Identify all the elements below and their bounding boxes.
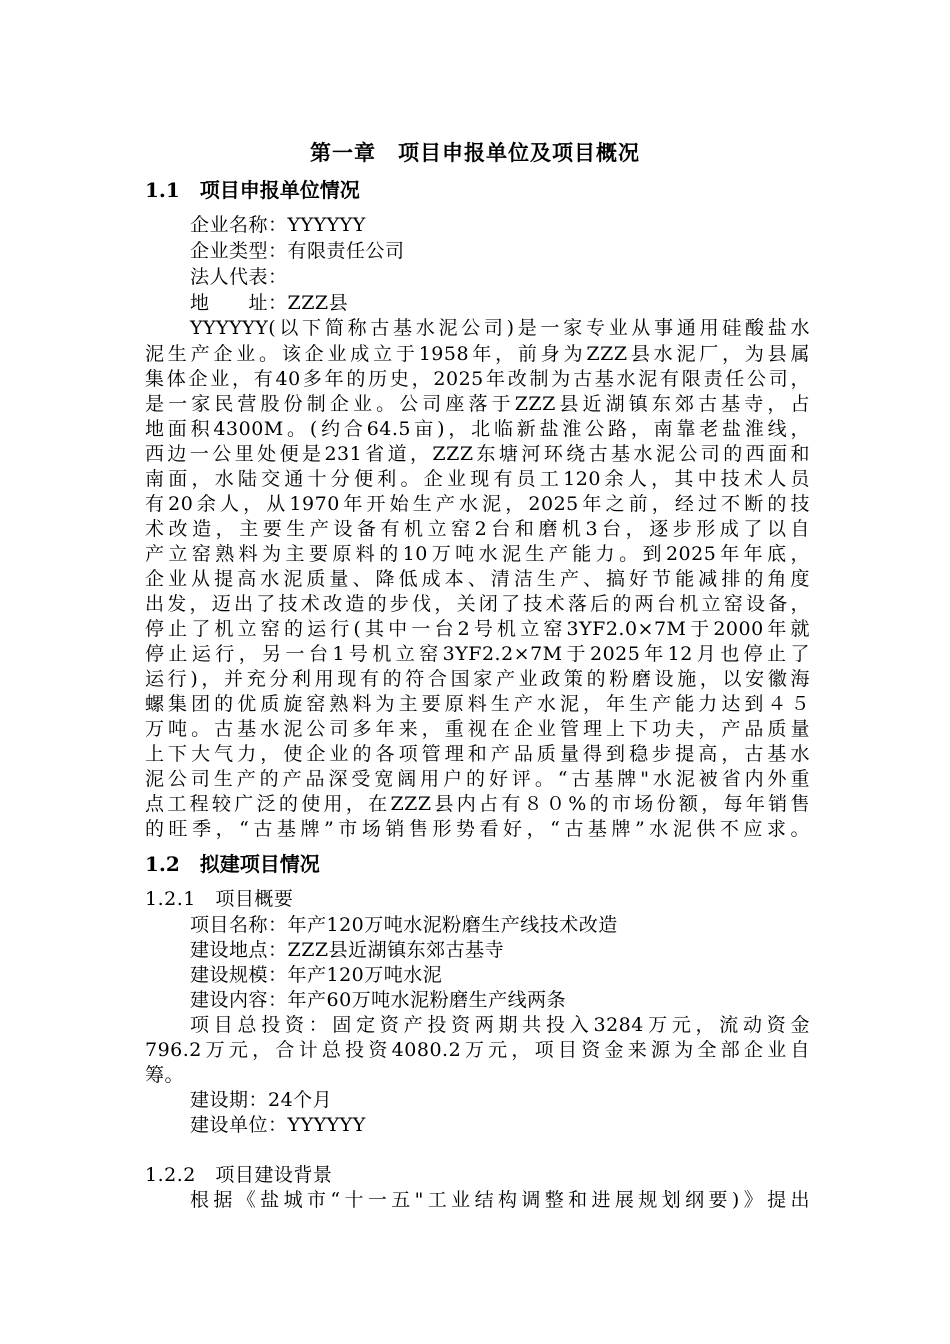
field-project-scale: 建设规模：年产120万吨水泥	[190, 964, 443, 986]
field-company-type: 企业类型：有限责任公司	[190, 240, 405, 262]
paragraph-line: 术改造，主要生产设备有机立窑2台和磨机3台，逐步形成了以自	[145, 518, 810, 540]
field-legal-rep: 法人代表：	[190, 266, 288, 288]
subsection-heading-1-2-2: 1.2.2 项目建设背景	[145, 1164, 333, 1186]
chapter-title: 第一章 项目申报单位及项目概况	[310, 140, 640, 165]
paragraph-line: 出发，迈出了技术改造的步伐，关闭了技术落后的两台机立窑设备，	[145, 593, 810, 615]
background-line: 根据《盐城市“十一五"工业结构调整和进展规划纲要)》提出	[190, 1189, 810, 1211]
investment-line: 项目总投资：固定资产投资两期共投入3284万元，流动资金	[190, 1014, 810, 1036]
paragraph-line: 泥生产企业。该企业成立于1958年，前身为ZZZ县水泥厂，为县属	[145, 343, 810, 365]
field-project-content: 建设内容：年产60万吨水泥粉磨生产线两条	[190, 989, 567, 1011]
paragraph-line: 停止了机立窑的运行(其中一台2号机立窑3YF2.0×7M于2000年就	[145, 618, 810, 640]
field-project-location: 建设地点：ZZZ县近湖镇东郊古基寺	[190, 939, 505, 961]
section-heading-1-2: 1.2 拟建项目情况	[145, 852, 320, 876]
paragraph-line: 泥公司生产的产品深受宽阔用户的好评。“古基牌"水泥被省内外重	[145, 768, 810, 790]
field-company-name: 企业名称：YYYYYY	[190, 214, 366, 236]
paragraph-line: 南面，水陆交通十分便利。企业现有员工120余人，其中技术人员	[145, 468, 810, 490]
subsection-heading-1-2-1: 1.2.1 项目概要	[145, 888, 294, 910]
paragraph-line: 是一家民营股份制企业。公司座落于ZZZ县近湖镇东郊古基寺，占	[145, 393, 810, 415]
section-heading-1-1: 1.1 项目申报单位情况	[145, 178, 360, 202]
paragraph-line: 点工程较广泛的使用，在ZZZ县内占有８０%的市场份额，每年销售	[145, 793, 810, 815]
paragraph-line: 有20余人，从1970年开始生产水泥，2025年之前，经过不断的技	[145, 493, 810, 515]
field-project-name: 项目名称：年产120万吨水泥粉磨生产线技术改造	[190, 914, 618, 936]
paragraph-line: 产立窑熟料为主要原料的10万吨水泥生产能力。到2025年年底，	[145, 543, 810, 565]
investment-line: 筹。	[145, 1064, 185, 1086]
paragraph-line: 万吨。古基水泥公司多年来，重视在企业管理上下功夫，产品质量	[145, 718, 810, 740]
paragraph-line: 西边一公里处便是231省道，ZZZ东塘河环绕古基水泥公司的西面和	[145, 443, 810, 465]
paragraph-line: 企业从提高水泥质量、降低成本、清洁生产、搞好节能减排的角度	[145, 568, 810, 590]
paragraph-line: 停止运行，另一台1号机立窑3YF2.2×7M于2025年12月也停止了	[145, 643, 810, 665]
field-address: 地 址：ZZZ县	[190, 292, 349, 314]
field-construction-unit: 建设单位：YYYYYY	[190, 1114, 366, 1136]
paragraph-line: 的旺季，“古基牌”市场销售形势看好，“古基牌”水泥供不应求。	[145, 818, 810, 840]
paragraph-line: YYYYYY(以下简称古基水泥公司)是一家专业从事通用硅酸盐水	[190, 317, 810, 339]
field-construction-period: 建设期：24个月	[190, 1089, 333, 1111]
investment-line: 796.2万元，合计总投资4080.2万元，项目资金来源为全部企业自	[145, 1039, 810, 1061]
paragraph-line: 运行)，并充分利用现有的符合国家产业政策的粉磨设施，以安徽海	[145, 668, 810, 690]
paragraph-line: 螺集团的优质旋窑熟料为主要原料生产水泥，年生产能力达到４５	[145, 693, 810, 715]
paragraph-line: 地面积4300M。(约合64.5亩)，北临新盐淮公路，南靠老盐淮线，	[145, 418, 810, 440]
paragraph-line: 上下大气力，使企业的各项管理和产品质量得到稳步提高，古基水	[145, 743, 810, 765]
paragraph-line: 集体企业，有40多年的历史，2025年改制为古基水泥有限责任公司，	[145, 368, 810, 390]
